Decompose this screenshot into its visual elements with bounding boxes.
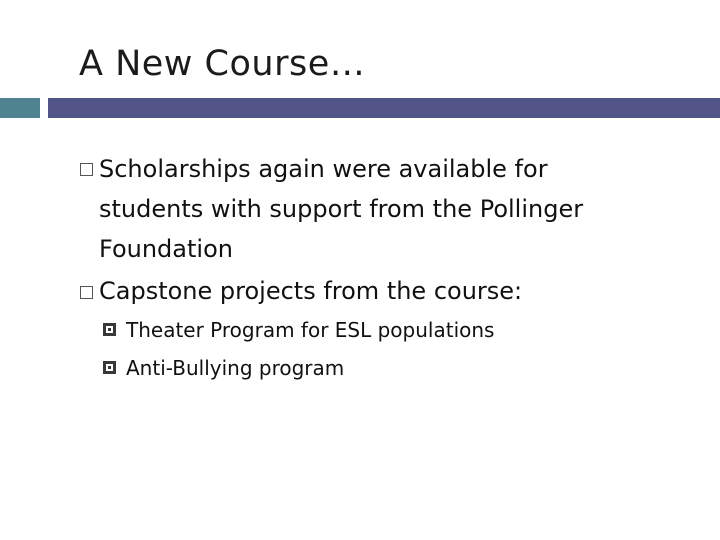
bullet-box-icon bbox=[80, 286, 93, 299]
sub-bullet-square-icon bbox=[103, 361, 116, 374]
bullet-text-capstone: Capstone projects from the course: bbox=[99, 277, 523, 305]
title-underline-left-bar bbox=[0, 98, 40, 118]
title-underline-right-bar bbox=[48, 98, 720, 118]
slide-title: A New Course… bbox=[79, 44, 366, 84]
bullet-box-icon bbox=[80, 163, 93, 176]
sub-bullet-text-anti-bullying: Anti-Bullying program bbox=[126, 356, 345, 380]
sub-bullet-text-theater: Theater Program for ESL populations bbox=[126, 318, 495, 342]
bullet-text-scholarships: Scholarships again were available for students with support from the Pollinger Foundation bbox=[99, 155, 584, 263]
sub-bullet-square-icon bbox=[103, 323, 116, 336]
